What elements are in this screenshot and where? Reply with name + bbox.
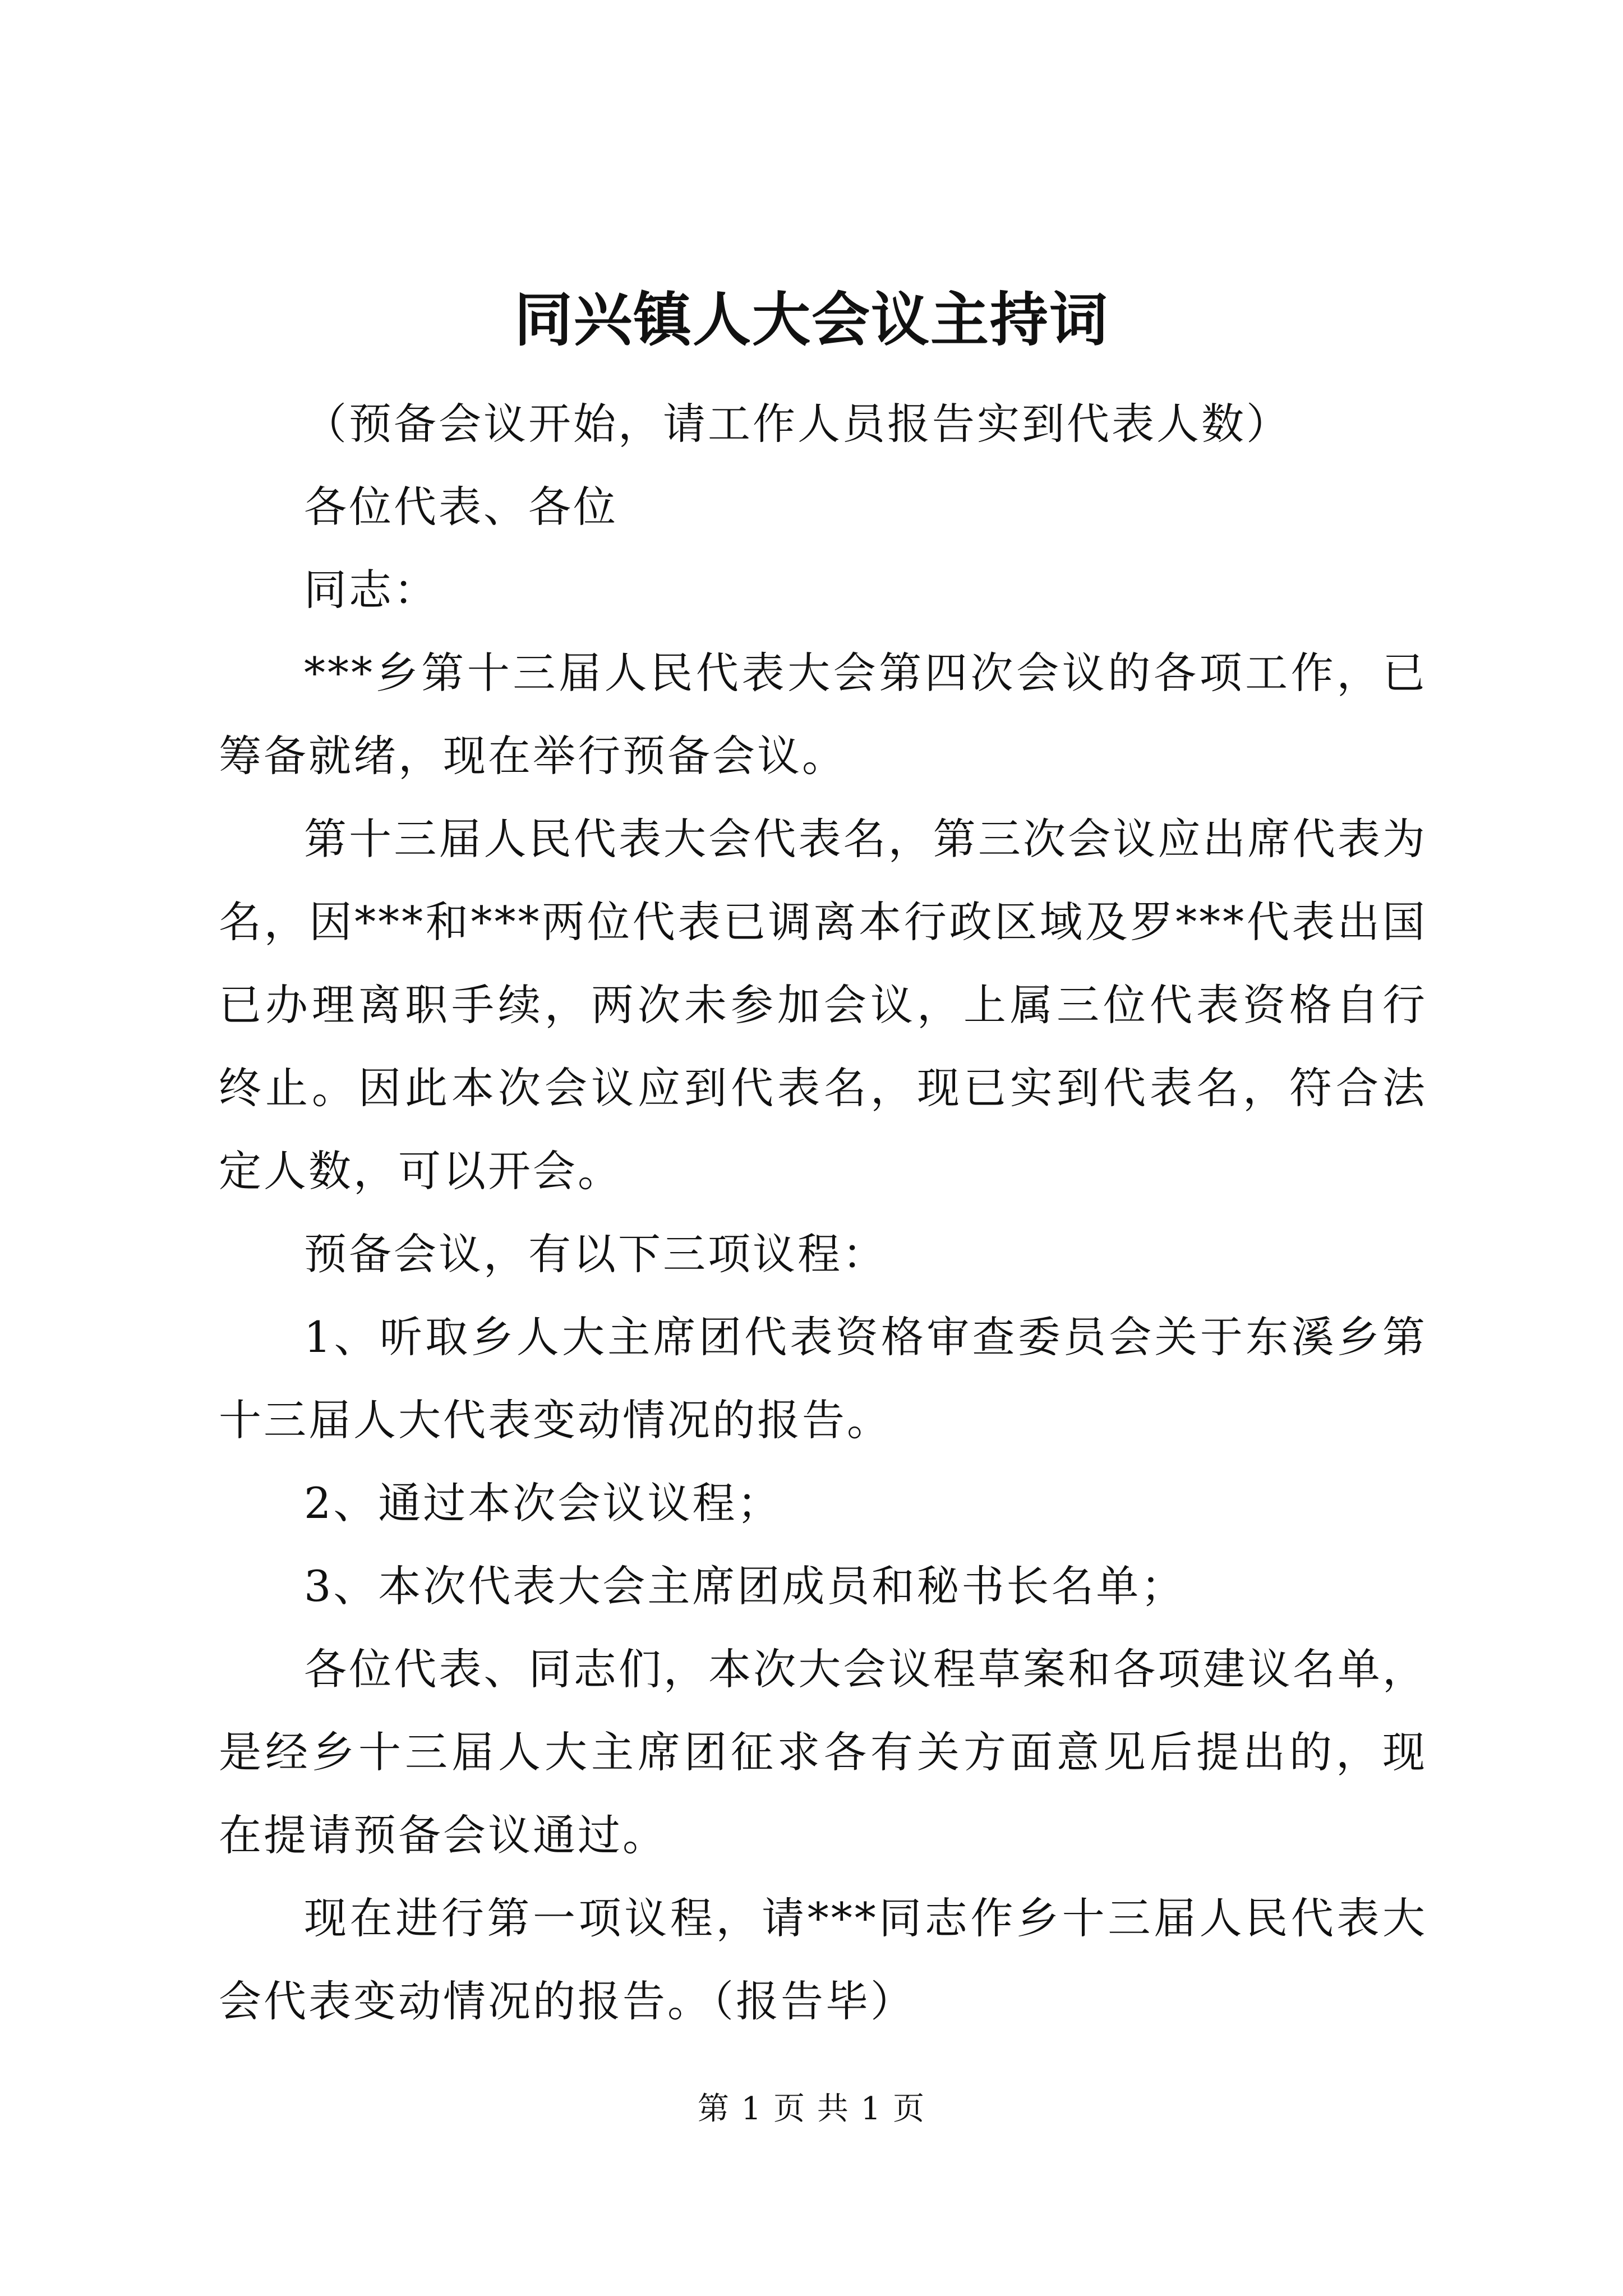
agenda-item-3: 3、本次代表大会主席团成员和秘书长名单； [304, 1561, 1186, 1611]
agenda-item-1: 1、听取乡人大主席团代表资格审查委员会关于东溪乡第十三届人大代表变动情况的报告。 [219, 1312, 1427, 1445]
paragraph-salutation: 各位代表、各位 [304, 482, 618, 532]
page-footer: 第 1 页 共 1 页 [697, 2091, 926, 2127]
paragraph-note: （预备会议开始，请工作人员报告实到代表人数） [304, 399, 1291, 449]
paragraph-agenda-heading: 预备会议，有以下三项议程： [304, 1229, 887, 1279]
document-body [219, 383, 1427, 2043]
paragraph-intro: ***乡第十三届人民代表大会第四次会议的各项工作，已筹备就绪，现在举行预备会议。 [219, 648, 1427, 781]
paragraph-attendance: 第十三届人民代表大会代表名，第三次会议应出席代表为名，因***和***两位代表已调离本行政区域及罗***代表出国已办理离职手续，两次未参加会议，上属三位代表资格自行终止。因此本次会议应到代表名，现已实到代表名，符合法定人数，可以开会。 [219, 814, 1427, 1196]
paragraph-proposal: 各位代表、同志们，本次大会议程草案和各项建议名单，是经乡十三届人大主席团征求各有关方面意见后提出的，现在提请预备会议通过。 [219, 1644, 1427, 1860]
agenda-item-2: 2、通过本次会议议程； [304, 1478, 782, 1528]
paragraph-first-item: 现在进行第一项议程，请***同志作乡十三届人民代表大会代表变动情况的报告。（报告毕） [219, 1893, 1427, 2026]
document-title: 同兴镇人大会议主持词 [514, 285, 1109, 354]
paragraph-salutation-continued: 同志： [304, 565, 439, 615]
